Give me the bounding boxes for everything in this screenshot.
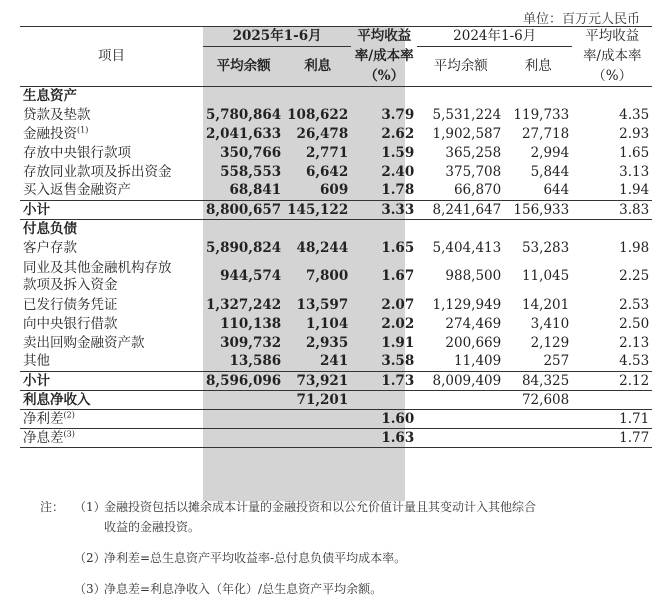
cell: 309,732 (220, 334, 282, 351)
footnote-ref: (1) (77, 125, 89, 134)
section-title: 付息负债 (23, 220, 77, 237)
cell: 2,041,633 (206, 125, 282, 142)
cell: 1,327,242 (206, 296, 282, 313)
cell: 5,404,413 (432, 239, 502, 256)
footnotes (40, 497, 640, 599)
cell: 73,921 (284, 372, 351, 391)
cell: 257 (543, 353, 570, 370)
unit-label: 单位：百万元人民币 (522, 12, 640, 27)
header-avg-balance-2025: 平均余额 (203, 47, 284, 87)
cell: 558,553 (220, 163, 282, 180)
cell: 2,771 (305, 144, 349, 161)
cell: 5,844 (530, 163, 570, 180)
cell: 1.98 (619, 239, 650, 256)
cell: 1.60 (351, 410, 417, 429)
cell: 108,622 (287, 106, 349, 123)
footnote-2 (40, 548, 640, 568)
section-title: 生息资产 (23, 87, 77, 104)
net-spread-row (20, 410, 652, 429)
cell: 2.62 (381, 125, 415, 142)
header-rate-2024-l3: （%） (572, 67, 652, 87)
cell: 11,045 (521, 268, 570, 284)
row-label: 小计 (20, 201, 203, 220)
header-avg-balance-2024: 平均余额 (417, 47, 504, 87)
subtotal-row (20, 372, 652, 391)
cell: 3.79 (381, 106, 415, 123)
header-item: 项目 (20, 27, 203, 87)
row-label: 同业及其他金融机构存放 款项及拆入资金 (23, 259, 172, 293)
header-interest-2025: 利息 (284, 47, 351, 87)
cell: 1,902,587 (432, 125, 502, 142)
cell: 1.78 (381, 182, 415, 199)
cell: 1.65 (619, 144, 650, 161)
footnote-ref: (3) (63, 429, 75, 438)
cell: 1.91 (381, 334, 415, 351)
header-interest-2024: 利息 (504, 47, 572, 87)
cell: 1.71 (572, 410, 652, 429)
note-index: （1） (74, 500, 106, 514)
cell: 26,478 (296, 125, 349, 142)
cell: 1.77 (572, 429, 652, 448)
cell: 2.13 (619, 334, 650, 351)
net-interest-income-row (20, 391, 652, 410)
cell: 3.58 (381, 353, 415, 370)
cell: 365,258 (445, 144, 502, 161)
cell: 8,596,096 (203, 372, 284, 391)
table-row (20, 296, 652, 315)
row-label: 净息差$^{(3)}$ (20, 429, 203, 448)
cell: 3,410 (530, 315, 570, 332)
note-text: 收益的金融投资。 (104, 520, 201, 534)
table-row (20, 258, 652, 296)
cell: 944,574 (220, 268, 282, 284)
cell: 350,766 (220, 144, 282, 161)
notes-head: 注： (40, 500, 65, 514)
cell: 8,800,657 (203, 201, 284, 220)
cell: 274,469 (445, 315, 502, 332)
row-label: 已发行债务凭证 (23, 296, 118, 313)
cell: 13,586 (229, 353, 282, 370)
header-rate-2024-l2: 率/成本率 (582, 48, 642, 64)
header-rate-2025-l1: 平均收益 (351, 27, 417, 47)
cell: 2,935 (305, 334, 349, 351)
interest-table (20, 26, 652, 448)
cell: 4.35 (619, 106, 650, 123)
note-text: 净息差=利息净收入（年化）/总生息资产平均余额。 (104, 582, 383, 596)
cell: 3.13 (619, 163, 650, 180)
footnote-1 (40, 497, 640, 537)
cell: 14,201 (521, 296, 570, 313)
cell: 1.73 (351, 372, 417, 391)
cell: 2.53 (619, 296, 650, 313)
cell: 1,104 (305, 315, 349, 332)
cell: 1,129,949 (432, 296, 502, 313)
cell: 5,531,224 (432, 106, 502, 123)
cell: 2.93 (619, 125, 650, 142)
cell: 2.25 (619, 268, 650, 284)
table-row (20, 144, 652, 163)
cell: 2.07 (381, 296, 415, 313)
table-row (20, 239, 652, 258)
cell: 53,283 (521, 239, 570, 256)
table-row (20, 163, 652, 182)
row-label: 客户存款 (23, 239, 77, 256)
cell: 84,325 (504, 372, 572, 391)
cell: 1.59 (381, 144, 415, 161)
row-label: 利息净收入 (23, 391, 91, 408)
row-label: 卖出回购金融资产款 (23, 334, 145, 351)
cell: 68,841 (229, 182, 282, 199)
note-text: 金融投资包括以摊余成本计量的金融投资和以公允价值计量且其变动计入其他综合 (104, 500, 537, 514)
note-index: （3） (74, 582, 106, 596)
net-margin-row (20, 429, 652, 448)
table-row (20, 125, 652, 144)
section-liabilities (20, 220, 652, 239)
table-row (20, 106, 652, 125)
cell: 241 (320, 353, 349, 370)
row-label: 其他 (23, 353, 50, 370)
cell: 1.63 (351, 429, 417, 448)
row-label: 金融投资$^{(1)}$ (23, 125, 89, 142)
cell: 2,994 (530, 144, 570, 161)
cell: 6,642 (305, 163, 349, 180)
row-label: 贷款及垫款 (23, 106, 91, 123)
cell: 4.53 (619, 353, 650, 370)
row-label: 小计 (20, 372, 203, 391)
cell: 375,708 (445, 163, 502, 180)
cell: 5,780,864 (206, 106, 282, 123)
note-index: （2） (74, 551, 106, 565)
header-period-2025: 2025年1-6月 (203, 27, 351, 47)
cell: 72,608 (521, 391, 570, 408)
cell: 2,129 (530, 334, 570, 351)
header-rate-2024-l1: 平均收益 (572, 27, 652, 47)
row-label: 净利差$^{(2)}$ (20, 410, 203, 429)
cell: 8,241,647 (417, 201, 504, 220)
row-label: 存放同业款项及拆出资金 (23, 163, 172, 180)
table-row (20, 334, 652, 353)
row-label: 向中央银行借款 (23, 315, 118, 332)
cell: 11,409 (453, 353, 502, 370)
cell: 66,870 (453, 182, 502, 199)
cell: 8,009,409 (417, 372, 504, 391)
row-label: 存放中央银行款项 (23, 144, 131, 161)
cell: 2.12 (572, 372, 652, 391)
cell: 145,122 (284, 201, 351, 220)
footnote-ref: (2) (63, 410, 75, 419)
cell: 13,597 (296, 296, 349, 313)
cell: 3.33 (351, 201, 417, 220)
cell: 644 (543, 182, 570, 199)
cell: 988,500 (445, 268, 502, 284)
subtotal-row (20, 201, 652, 220)
cell: 27,718 (521, 125, 570, 142)
cell: 71,201 (296, 391, 349, 408)
header-rate-2025-l3: （%） (351, 67, 417, 87)
cell: 5,890,824 (206, 239, 282, 256)
cell: 1.67 (381, 268, 415, 284)
cell: 156,933 (504, 201, 572, 220)
cell: 2.02 (381, 315, 415, 332)
cell: 609 (320, 182, 349, 199)
header-row-1 (20, 27, 652, 47)
cell: 1.65 (381, 239, 415, 256)
cell: 1.94 (619, 182, 650, 199)
cell: 2.40 (381, 163, 415, 180)
cell: 2.50 (619, 315, 650, 332)
section-assets (20, 87, 652, 106)
cell: 48,244 (296, 239, 349, 256)
header-period-2024: 2024年1-6月 (417, 27, 572, 47)
cell: 3.83 (572, 201, 652, 220)
footnote-3 (40, 579, 640, 599)
cell: 119,733 (513, 106, 570, 123)
table-row (20, 182, 652, 201)
table-row (20, 353, 652, 372)
row-label: 买入返售金融资产 (23, 182, 131, 199)
header-rate-2025-l2: 率/成本率 (354, 48, 414, 64)
cell: 7,800 (305, 268, 349, 284)
cell: 110,138 (220, 315, 282, 332)
table-row (20, 315, 652, 334)
cell: 200,669 (445, 334, 502, 351)
note-text: 净利差=总生息资产平均收益率-总付息负债平均成本率。 (104, 551, 407, 565)
